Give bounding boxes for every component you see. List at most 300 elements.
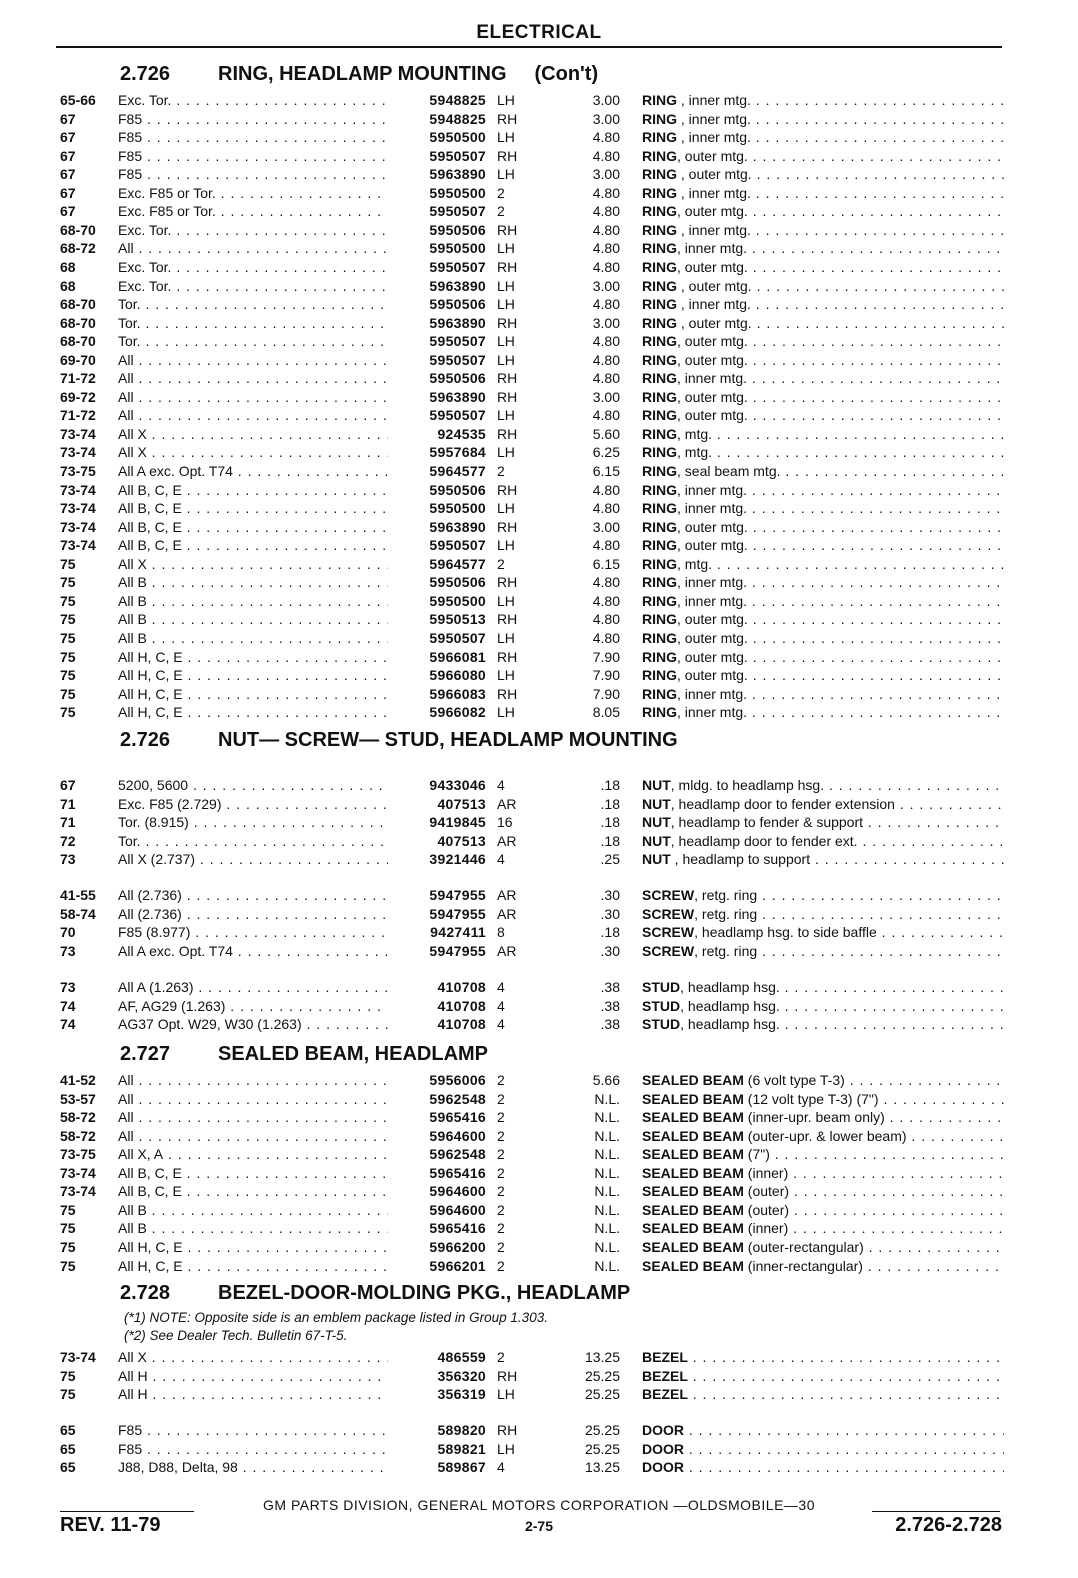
model-application: Exc. F85 (2.729) . . . <box>118 795 388 813</box>
part-description: RING, outer mtg. . . . <box>642 258 1004 276</box>
year-range: 58-72 <box>60 1109 96 1126</box>
year-range: 75 <box>60 630 76 646</box>
quantity: RH <box>497 259 518 275</box>
quantity: 2 <box>497 1109 505 1126</box>
part-description: SEALED BEAM (12 volt type T-3) (7") . . . <box>642 1090 1004 1108</box>
section-range: 2.726-2.728 <box>895 1514 1002 1536</box>
price: 4.80 <box>592 351 620 368</box>
year-range: 73 <box>60 851 76 868</box>
year-range: 67 <box>60 129 76 146</box>
table-row <box>0 443 1078 461</box>
part-description: RING, outer mtg. . . . <box>642 388 1004 406</box>
quantity: LH <box>497 500 515 517</box>
quantity: LH <box>497 296 515 313</box>
model-application: All (2.736) . . . <box>118 886 388 904</box>
price: N.L. <box>594 1257 620 1274</box>
table-row <box>0 332 1078 350</box>
part-description: SEALED BEAM (outer-upr. & lower beam) . . . <box>642 1127 1004 1145</box>
price: 6.25 <box>592 444 620 461</box>
model-application: Tor. . . . <box>118 332 388 350</box>
price: 8.05 <box>592 704 620 721</box>
part-description: BEZEL . . . <box>642 1348 1004 1366</box>
quantity: RH <box>497 481 518 498</box>
price: 4.80 <box>592 630 620 646</box>
price: 25.25 <box>584 1367 620 1384</box>
part-number: 5950506 <box>429 574 486 591</box>
quantity: 4 <box>497 851 505 868</box>
quantity: 2 <box>497 1146 505 1163</box>
table-row <box>0 91 1078 109</box>
table-row <box>0 573 1078 591</box>
quantity: LH <box>497 333 515 350</box>
year-range: 68-70 <box>60 221 96 238</box>
part-description: RING , outer mtg. . . . <box>642 314 1004 332</box>
quantity: LH <box>497 1386 515 1402</box>
part-description: SCREW, retg. ring . . . <box>642 886 1004 904</box>
table-row <box>0 184 1078 202</box>
part-number: 5966082 <box>429 704 486 721</box>
quantity: LH <box>497 667 515 684</box>
year-range: 68-70 <box>60 296 96 313</box>
part-number: 5950506 <box>429 296 486 313</box>
part-number: 5965416 <box>429 1109 486 1126</box>
table-row <box>0 1071 1078 1089</box>
quantity: 2 <box>497 1183 505 1200</box>
price: .18 <box>600 924 620 941</box>
price: .30 <box>600 887 620 903</box>
model-application: All B, C, E . . . <box>118 1182 388 1200</box>
price: .38 <box>600 979 620 995</box>
year-range: 73-74 <box>60 1164 96 1181</box>
price: N.L. <box>594 1127 620 1144</box>
part-number: 5962548 <box>429 1090 486 1107</box>
section-heading-nut-screw-stud <box>120 729 678 752</box>
section-number: 2.727 <box>120 1043 171 1065</box>
quantity: 2 <box>497 1349 505 1365</box>
price: .18 <box>600 795 620 812</box>
part-number: 5966200 <box>429 1239 486 1255</box>
year-range: 68 <box>60 277 76 294</box>
quantity: LH <box>497 592 515 609</box>
quantity: 2 <box>497 203 505 220</box>
model-application: All X (2.737) . . . <box>118 850 388 868</box>
year-range: 41-52 <box>60 1072 96 1088</box>
part-number: 5965416 <box>429 1164 486 1181</box>
year-range: 67 <box>60 110 76 127</box>
model-application: F85 . . . <box>118 110 388 128</box>
year-range: 73-74 <box>60 444 96 461</box>
price: N.L. <box>594 1090 620 1107</box>
model-application: 5200, 5600 . . . <box>118 776 388 794</box>
part-number: 9433046 <box>429 777 486 793</box>
year-range: 71 <box>60 814 76 831</box>
table-row <box>0 978 1078 996</box>
model-application: F85 . . . <box>118 147 388 165</box>
year-range: 73 <box>60 942 76 959</box>
table-row <box>0 886 1078 904</box>
model-application: All . . . <box>118 388 388 406</box>
part-number: 5950507 <box>429 333 486 350</box>
part-number: 5948825 <box>429 92 486 108</box>
part-number: 5963890 <box>429 388 486 405</box>
price: 3.00 <box>592 388 620 405</box>
price: 25.25 <box>584 1440 620 1457</box>
quantity: RH <box>497 1422 518 1438</box>
page-number: 2-75 <box>524 1518 554 1534</box>
page-header: ELECTRICAL <box>476 22 602 43</box>
table-row <box>0 258 1078 276</box>
table-row <box>0 1127 1078 1145</box>
year-range: 67 <box>60 147 76 164</box>
table-row <box>0 1257 1078 1275</box>
part-number: 5947955 <box>429 905 486 922</box>
model-application: All H, C, E . . . <box>118 666 388 684</box>
part-description: RING , inner mtg. . . . <box>642 91 1004 109</box>
price: 6.15 <box>592 463 620 479</box>
quantity: 2 <box>497 1090 505 1107</box>
part-number: 5947955 <box>429 942 486 959</box>
part-number: 5966080 <box>429 667 486 684</box>
part-description: RING, outer mtg. . . . <box>642 332 1004 350</box>
model-application: Tor. (8.915) . . . <box>118 813 388 831</box>
quantity: 2 <box>497 555 505 572</box>
quantity: LH <box>497 129 515 146</box>
section-title: SEALED BEAM, HEADLAMP <box>218 1043 489 1065</box>
model-application: AF, AG29 (1.263) . . . <box>118 997 388 1015</box>
quantity: 2 <box>497 1127 505 1144</box>
part-number: 5964577 <box>429 555 486 572</box>
model-application: F85 . . . <box>118 128 388 146</box>
table-row <box>0 221 1078 239</box>
price: N.L. <box>594 1109 620 1126</box>
part-description: RING, seal beam mtg. . . . <box>642 462 1004 480</box>
price: 3.00 <box>592 314 620 331</box>
quantity: AR <box>497 887 517 903</box>
table-row <box>0 629 1078 647</box>
part-number: 5950507 <box>429 203 486 220</box>
part-description: NUT , headlamp to support . . . <box>642 850 1004 868</box>
part-description: RING, mtg. . . . <box>642 443 1004 461</box>
price: N.L. <box>594 1183 620 1200</box>
price: .25 <box>600 851 620 868</box>
model-application: All H . . . <box>118 1367 388 1385</box>
model-application: F85 . . . <box>118 165 388 183</box>
part-description: DOOR . . . <box>642 1458 1004 1476</box>
price: 25.25 <box>584 1386 620 1402</box>
part-number: 5950507 <box>429 147 486 164</box>
model-application: All A (1.263) . . . <box>118 978 388 996</box>
section-title: NUT— SCREW— STUD, HEADLAMP MOUNTING <box>218 729 678 751</box>
part-description: RING, outer mtg. . . . <box>642 406 1004 424</box>
model-application: All A exc. Opt. T74 . . . <box>118 942 388 960</box>
part-number: 3921446 <box>429 851 486 868</box>
quantity: 2 <box>497 184 505 201</box>
table-row <box>0 1219 1078 1237</box>
part-description: RING , inner mtg. . . . <box>642 295 1004 313</box>
table-row <box>0 277 1078 295</box>
part-number: 5962548 <box>429 1146 486 1163</box>
year-range: 68-70 <box>60 314 96 331</box>
table-row <box>0 128 1078 146</box>
header-rule <box>56 46 1002 48</box>
table-row <box>0 1182 1078 1200</box>
price: .18 <box>600 814 620 831</box>
table-row <box>0 481 1078 499</box>
model-application: All X . . . <box>118 425 388 443</box>
year-range: 73-74 <box>60 537 96 554</box>
year-range: 65 <box>60 1459 76 1475</box>
part-description: RING, inner mtg. . . . <box>642 573 1004 591</box>
year-range: 73-75 <box>60 1146 96 1163</box>
quantity: RH <box>497 1367 518 1384</box>
quantity: AR <box>497 942 517 959</box>
table-row <box>0 1238 1078 1256</box>
table-row <box>0 462 1078 480</box>
section-continued: (Con't) <box>534 63 599 85</box>
year-range: 73-74 <box>60 1183 96 1200</box>
quantity: RH <box>497 314 518 331</box>
part-description: RING, outer mtg. . . . <box>642 518 1004 536</box>
quantity: RH <box>497 648 518 665</box>
quantity: RH <box>497 370 518 387</box>
part-number: 5950500 <box>429 184 486 201</box>
part-description: RING, mtg. . . . <box>642 425 1004 443</box>
model-application: Exc. F85 or Tor. . . . <box>118 202 388 220</box>
model-application: All B, C, E . . . <box>118 536 388 554</box>
table-row <box>0 813 1078 831</box>
section-number: 2.726 <box>120 729 171 751</box>
model-application: All . . . <box>118 351 388 369</box>
part-number: 5950507 <box>429 407 486 424</box>
model-application: All B, C, E . . . <box>118 499 388 517</box>
part-description: NUT, mldg. to headlamp hsg. . . . <box>642 776 1004 794</box>
price: N.L. <box>594 1220 620 1237</box>
quantity: AR <box>497 795 517 812</box>
table-row <box>0 666 1078 684</box>
year-range: 68 <box>60 259 76 275</box>
table-row <box>0 110 1078 128</box>
part-description: RING, outer mtg. . . . <box>642 147 1004 165</box>
quantity: RH <box>497 221 518 238</box>
table-row <box>0 923 1078 941</box>
part-description: SEALED BEAM (inner) . . . <box>642 1164 1004 1182</box>
model-application: All X . . . <box>118 443 388 461</box>
table-row <box>0 536 1078 554</box>
table-row <box>0 1164 1078 1182</box>
part-description: SCREW, headlamp hsg. to side baffle . . . <box>642 923 1004 941</box>
quantity: 2 <box>497 1257 505 1274</box>
part-description: RING , inner mtg. . . . <box>642 184 1004 202</box>
part-number: 5950513 <box>429 611 486 628</box>
quantity: RH <box>497 388 518 405</box>
price: .30 <box>600 942 620 959</box>
model-application: All . . . <box>118 1071 388 1089</box>
price: 7.90 <box>592 648 620 665</box>
table-row <box>0 942 1078 960</box>
price: 4.80 <box>592 574 620 591</box>
model-application: All H, C, E . . . <box>118 1257 388 1275</box>
table-row <box>0 703 1078 721</box>
model-application: All . . . <box>118 1090 388 1108</box>
year-range: 74 <box>60 997 76 1014</box>
part-number: 486559 <box>437 1349 486 1365</box>
section-heading-ring <box>120 63 598 86</box>
part-number: 410708 <box>437 1016 486 1033</box>
quantity: RH <box>497 574 518 591</box>
year-range: 75 <box>60 1239 76 1255</box>
table-row <box>0 499 1078 517</box>
table-row <box>0 406 1078 424</box>
part-number: 5957684 <box>429 444 486 461</box>
part-number: 5947955 <box>429 887 486 903</box>
table-row <box>0 1145 1078 1163</box>
year-range: 75 <box>60 611 76 628</box>
year-range: 67 <box>60 166 76 183</box>
price: 4.80 <box>592 333 620 350</box>
part-number: 5950500 <box>429 592 486 609</box>
quantity: LH <box>497 537 515 554</box>
table-row <box>0 1108 1078 1126</box>
part-number: 5963890 <box>429 518 486 535</box>
table-row <box>0 518 1078 536</box>
part-description: RING , outer mtg. . . . <box>642 165 1004 183</box>
part-description: RING, inner mtg. . . . <box>642 481 1004 499</box>
price: 4.80 <box>592 370 620 387</box>
table-row <box>0 1440 1078 1458</box>
part-number: 589821 <box>437 1440 486 1457</box>
model-application: F85 . . . <box>118 1440 388 1458</box>
year-range: 73-74 <box>60 425 96 442</box>
part-description: RING, outer mtg. . . . <box>642 536 1004 554</box>
table-row <box>0 1090 1078 1108</box>
price: N.L. <box>594 1164 620 1181</box>
table-row <box>0 997 1078 1015</box>
quantity: 2 <box>497 1239 505 1255</box>
price: 4.80 <box>592 592 620 609</box>
year-range: 75 <box>60 1386 76 1402</box>
table-row <box>0 425 1078 443</box>
part-description: SEALED BEAM (outer) . . . <box>642 1182 1004 1200</box>
model-application: All B . . . <box>118 573 388 591</box>
part-description: STUD, headlamp hsg. . . . <box>642 997 1004 1015</box>
table-row <box>0 202 1078 220</box>
part-description: RING, inner mtg. . . . <box>642 239 1004 257</box>
part-description: BEZEL . . . <box>642 1385 1004 1403</box>
price: 4.80 <box>592 147 620 164</box>
part-description: RING, outer mtg. . . . <box>642 202 1004 220</box>
part-number: 5956006 <box>429 1072 486 1088</box>
table-row <box>0 369 1078 387</box>
part-number: 5966201 <box>429 1257 486 1274</box>
price: 7.90 <box>592 667 620 684</box>
year-range: 75 <box>60 1367 76 1384</box>
year-range: 65-66 <box>60 92 96 108</box>
part-number: 5963890 <box>429 166 486 183</box>
part-description: RING , inner mtg. . . . <box>642 221 1004 239</box>
part-number: 5948825 <box>429 110 486 127</box>
part-description: SEALED BEAM (inner-upr. beam only) . . . <box>642 1108 1004 1126</box>
model-application: All H, C, E . . . <box>118 685 388 703</box>
quantity: RH <box>497 685 518 702</box>
table-row <box>0 239 1078 257</box>
price: 4.80 <box>592 259 620 275</box>
price: 4.80 <box>592 203 620 220</box>
price: 4.80 <box>592 129 620 146</box>
price: 25.25 <box>584 1422 620 1438</box>
part-number: 589867 <box>437 1459 486 1475</box>
year-range: 65 <box>60 1422 76 1438</box>
quantity: 4 <box>497 1459 505 1475</box>
part-number: 5950507 <box>429 351 486 368</box>
quantity: 2 <box>497 1220 505 1237</box>
quantity: 4 <box>497 777 505 793</box>
quantity: RH <box>497 611 518 628</box>
quantity: 4 <box>497 979 505 995</box>
part-number: 5964577 <box>429 463 486 479</box>
model-application: J88, D88, Delta, 98 . . . <box>118 1458 388 1476</box>
price: N.L. <box>594 1146 620 1163</box>
model-application: Exc. Tor. . . . <box>118 91 388 109</box>
part-description: SCREW, retg. ring . . . <box>642 942 1004 960</box>
quantity: RH <box>497 518 518 535</box>
part-description: SCREW, retg. ring . . . <box>642 905 1004 923</box>
table-row <box>0 351 1078 369</box>
model-application: All B, C, E . . . <box>118 1164 388 1182</box>
part-number: 410708 <box>437 979 486 995</box>
quantity: LH <box>497 92 515 108</box>
revision-label: REV. 11-79 <box>60 1514 161 1536</box>
table-row <box>0 776 1078 794</box>
section-title: RING, HEADLAMP MOUNTING <box>218 63 507 85</box>
part-description: SEALED BEAM (inner) . . . <box>642 1219 1004 1237</box>
part-description: SEALED BEAM (inner-rectangular) . . . <box>642 1257 1004 1275</box>
table-row <box>0 832 1078 850</box>
quantity: AR <box>497 832 517 849</box>
price: 4.80 <box>592 184 620 201</box>
table-row <box>0 388 1078 406</box>
part-number: 5963890 <box>429 277 486 294</box>
year-range: 73-74 <box>60 500 96 517</box>
price: 5.60 <box>592 425 620 442</box>
model-application: All B . . . <box>118 1201 388 1219</box>
part-number: 5950506 <box>429 481 486 498</box>
part-number: 5950507 <box>429 537 486 554</box>
price: N.L. <box>594 1239 620 1255</box>
footer-publisher: GM PARTS DIVISION, GENERAL MOTORS CORPORATION —OLDSMOBILE—30 <box>263 1497 815 1513</box>
price: .18 <box>600 777 620 793</box>
table-row <box>0 795 1078 813</box>
part-description: RING, inner mtg. . . . <box>642 369 1004 387</box>
model-application: All H, C, E . . . <box>118 648 388 666</box>
model-application: All B . . . <box>118 592 388 610</box>
model-application: Exc. F85 or Tor. . . . <box>118 184 388 202</box>
part-description: STUD, headlamp hsg. . . . <box>642 1015 1004 1033</box>
model-application: All B . . . <box>118 1219 388 1237</box>
part-description: DOOR . . . <box>642 1440 1004 1458</box>
model-application: All H, C, E . . . <box>118 703 388 721</box>
part-number: 5964600 <box>429 1183 486 1200</box>
part-number: 5965416 <box>429 1220 486 1237</box>
table-row <box>0 147 1078 165</box>
year-range: 75 <box>60 1201 76 1218</box>
year-range: 67 <box>60 184 76 201</box>
table-row <box>0 314 1078 332</box>
section-number: 2.728 <box>120 1282 171 1304</box>
part-description: RING , inner mtg. . . . <box>642 128 1004 146</box>
price: 4.80 <box>592 481 620 498</box>
quantity: 4 <box>497 1016 505 1033</box>
part-number: 589820 <box>437 1422 486 1438</box>
